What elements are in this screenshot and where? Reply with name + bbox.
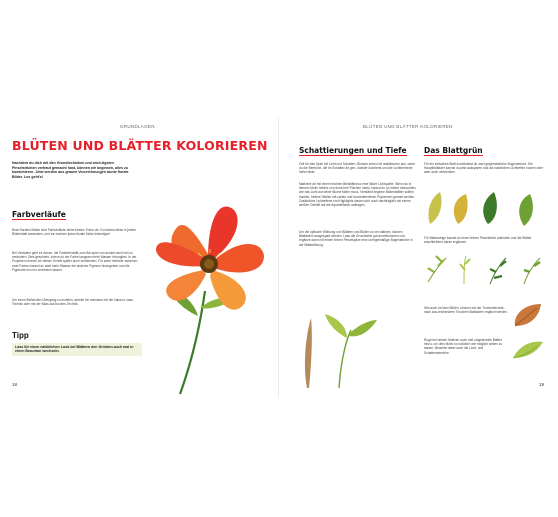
s2-paragraph-1: Für ein einfaches Blatt kombinierst du zwei gegensätzliche Bogenstriche. Die Hauptblattader kannst du jetzt aussparen und als natürlichen Lichtreflex nutzen oder aber auch verblenden.	[424, 162, 543, 175]
running-head-left: GRUNDLAGEN	[120, 124, 155, 129]
right-page	[279, 118, 558, 398]
s2-paragraph-3: Wie auch bei den Blüten, können mit der Trockentechnik, nach aus-reichendem Trocknen Blattadern ergänzt werden.	[424, 306, 508, 315]
brown-leaf-icon	[511, 302, 545, 328]
s1-paragraph-1: Zeit für das Spiel mit Licht und Schatten. Blumen sehen oft realistischer aus, wenn du die Bereiche, die im Schatten lie-gen, dunkler kolorierst und die Lichtbereiche heller lässt.	[299, 162, 416, 175]
paragraph-3: Um einen fließenden Übergang zu erzielen, arbeite ich meistens mit der Nass-in-nass-Technik oder mit der Nass-auf-trocken-Technik.	[12, 298, 134, 307]
section-title-blattgruen: Das Blattgrün	[424, 146, 483, 155]
intro-text: Nachdem du dich mit den Grundtechniken und wich-tigsten Pinselstrichen vertraut gemacht hast, können wir beginnen, alles zu kombinieren. Jetzt werden aus grauen Vorzeichnungen bunte florale Bilder. Los geht's!	[12, 161, 129, 179]
leaf-branches-row	[424, 252, 546, 286]
s2-paragraph-4: Ruge bei deinen Motiven auch mal umgeknickte Blätter hinzu, um dein Motiv so natürlich wie möglich wirken zu lassen. Beachte dabei auch die Licht- und Schattenbereiche.	[424, 338, 503, 355]
tip-title: Tipp	[12, 331, 29, 340]
red-flower-illustration	[150, 196, 270, 396]
s1-paragraph-2: Markiere dir mit einem leichten Bleistiftkreuz eine fiktive Lichtquelle. Wenn du in deinem Motiv hellere und dunk-lere Flächen malst, kannst du so immer überprüfen, wie das Licht auf deine Blume fallen muss. Verstärkt beginne Blütenblätter sollten dunkler, hellere Stellen mit zarten und konzentrierteren Pigmenten gemalt werden. Zusätzliche Lichtreflexe und Highlights lassen sich auch nachträglich mit einem weißen Gelstift auf die Aquarellfarbe auftragen.	[299, 182, 417, 208]
section-title-farbverlaeufe: Farbverläufe	[12, 210, 66, 219]
tip-text: Lass für einen natürlichen Look bei Blättern den Grünton auch mal in einen Braunton wechseln.	[15, 344, 134, 354]
page-title: BLÜTEN UND BLÄTTER KOLORIEREN	[12, 138, 268, 153]
s2-paragraph-2: Für Blattzweige kannst du einen feinen Pinselstrich aufmalen und die Blätter anschließend daran ergänzen.	[424, 236, 532, 245]
running-head-right: BLÜTEN UND BLÄTTER KOLORIEREN	[363, 124, 453, 129]
s1-paragraph-3: Um die optische Wölbung von Blättern und Blüten zu ver-stärken, können Blattadern ausgespart werden. Lass die Grundfarbe gut durchtrocknen und ergänze dann mit einem feinen Pinselspitze eine unregelmäßige Bogenstriche in der Blattwölbung.	[299, 230, 413, 247]
folded-leaf-icon	[509, 336, 547, 364]
left-page	[0, 118, 279, 398]
paragraph-2: Bei Verläufen geht es darum, die Farbintensität zum Bei-spiel von dunkel nach hell zu verändern. Dies geschieht, indem du der Farbe langsam mehr Wasser hinzugibst. In der Projekten nennen ich diesen Schritt später auch verblenden. Für zarte Verläufe zwischen zwei Farben kannst du statt mehr Wasser ein anderes Pigment hinzugeben und die Pigmente ein neu verbinden lassen.	[12, 251, 138, 272]
tip-box	[12, 343, 142, 356]
page-number-left: 18	[12, 382, 18, 387]
leaf-shading-illustration	[299, 308, 379, 390]
paragraph-1: Beim floralen Malen sind Farbverläufe deine besten Freun-de. Du kannst diese in jedem Blütenblatt anwenden, und sie machen jedes florale Motiv lebendiger!	[12, 228, 137, 237]
single-leaves-row	[424, 190, 546, 228]
page-number-right: 19	[539, 382, 545, 387]
section-title-schattierungen: Schattierungen und Tiefe	[299, 146, 407, 155]
